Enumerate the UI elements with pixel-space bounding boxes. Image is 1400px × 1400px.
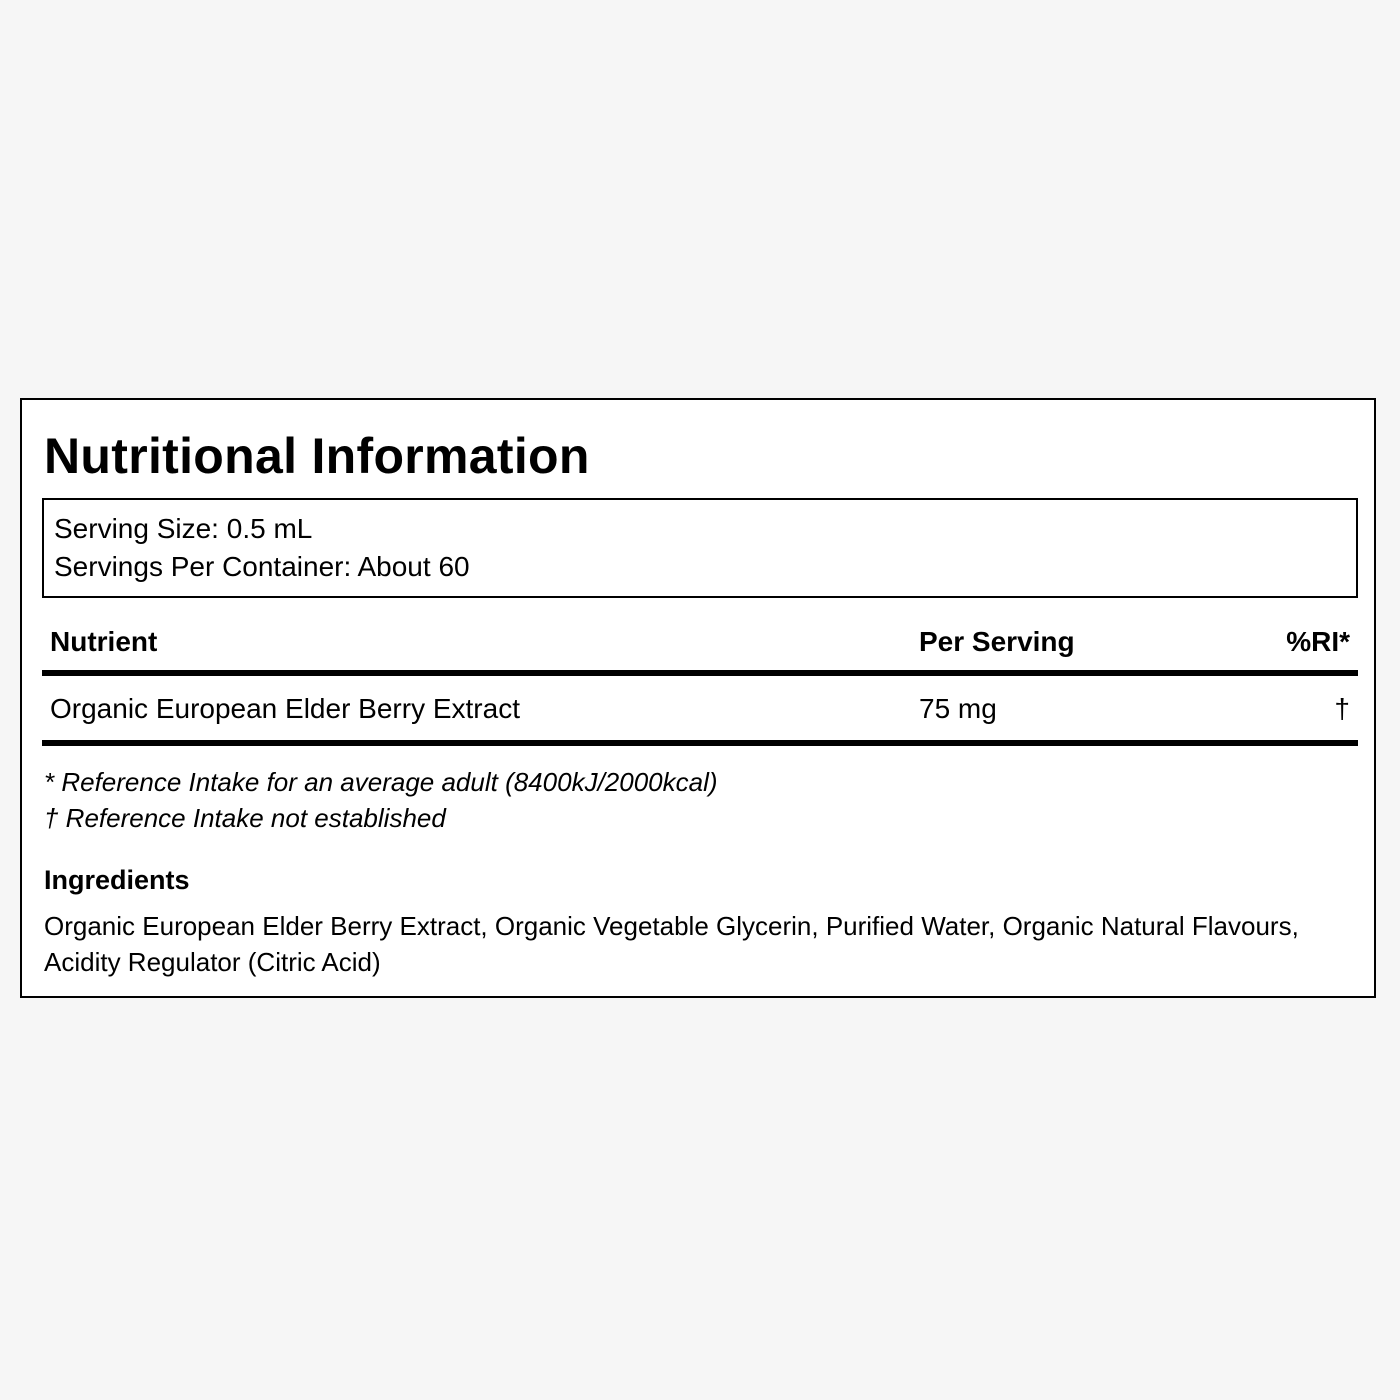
- servings-per-container: Servings Per Container: About 60: [54, 551, 470, 582]
- table-header-row: [42, 620, 1358, 676]
- nutrition-label-panel: [20, 398, 1376, 998]
- nutrient-ri: †: [1334, 693, 1350, 724]
- header-nutrient: Nutrient: [50, 626, 158, 657]
- label-title: Nutritional Information: [44, 428, 590, 484]
- nutrient-name: Organic European Elder Berry Extract: [50, 693, 520, 724]
- table-row: [42, 676, 1358, 746]
- nutrient-amount: 75 mg: [919, 693, 997, 724]
- serving-info-box: [42, 498, 1358, 598]
- ingredients-list: Organic European Elder Berry Extract, Organic Vegetable Glycerin, Purified Water, Organic Natural Flavours, Acidity Regulator (Citric Acid): [44, 911, 1299, 977]
- nutrient-table: [42, 620, 1358, 746]
- header-ri: %RI*: [1286, 626, 1350, 657]
- serving-size: Serving Size: 0.5 mL: [54, 513, 313, 544]
- footnote-not-established: † Reference Intake not established: [44, 803, 446, 833]
- header-per-serving: Per Serving: [919, 626, 1075, 657]
- footnote-reference-intake: * Reference Intake for an average adult (8400kJ/2000kcal): [44, 767, 718, 797]
- footnotes: [44, 764, 718, 836]
- ingredients-heading: Ingredients: [44, 865, 190, 895]
